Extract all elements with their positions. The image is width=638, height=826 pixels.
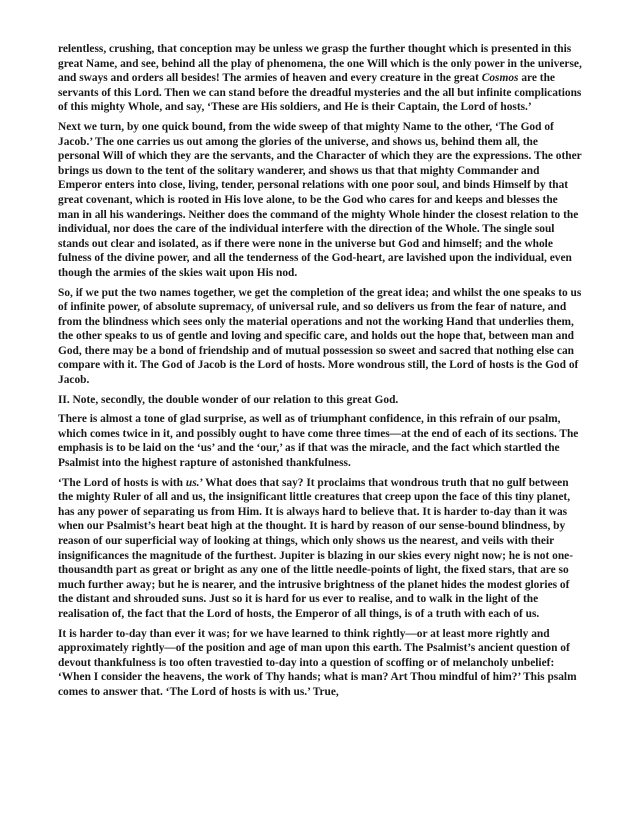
section-heading-ii: II. Note, secondly, the double wonder of our relation to this great God. xyxy=(58,393,399,406)
paragraph-harder-today: It is harder to-day than ever it was; for we have learned to think rightly—or at least more rightly and approximately rightly—of the position and age of man upon this earth. The Psalmist’s ancient question of devout thankfulness is too often travestied to-day into a question of scoffing or of melancholy unbelief: ‘When I consider the heavens, the work of Thy hands; what is man? Art Thou mindful of him?’ This psalm comes to answer that. ‘The Lord of hosts is with us.’ True, xyxy=(58,627,577,698)
paragraph-cosmos: relentless, crushing, that conception may be unless we grasp the further thought which is presented in this great Name, and see, behind all the play of phenomena, the one Will which is the only power in the universe, and sways and orders all besides! The armies of heaven and every creature in the great Cosmos are the servants of this Lord. Then we can stand before the dreadful mysteries and the all but infinite complications of this mighty Whole, and say, ‘These are His soldiers, and He is their Captain, the Lord of hosts.’ xyxy=(58,43,582,114)
document-page xyxy=(58,42,582,705)
paragraph-god-of-jacob: Next we turn, by one quick bound, from the wide sweep of that mighty Name to the other, ‘The God of Jacob.’ The one carries us out among the glories of the universe, and shows us, behind them all, the personal Will of which they are the servants, and the Character of which they are the expressions. The other brings us down to the tent of the solitary wanderer, and shows us that that mighty Commander and Emperor enters into close, living, tender, personal relations with one poor soul, and binds Himself by that great covenant, which is rooted in His love alone, to be the God who cares for and keeps and blesses the man in all his wanderings. Neither does the command of the mighty Whole hinder the closest relation to the individual, nor does the care of the individual interfere with the direction of the Whole. The single soul stands out clear and isolated, as if there were none in the universe but God and himself; and the whole fulness of the divine power, and all the tenderness of the God-heart, are lavished upon the individual, even though the armies of the skies wait upon His nod. xyxy=(58,120,582,279)
paragraph-glad-surprise: There is almost a tone of glad surprise, as well as of triumphant confidence, in this refrain of our psalm, which comes twice in it, and possibly ought to have come three times—at the end of each of its sections. The emphasis is to be laid on the ‘us’ and the ‘our,’ as if that was the miracle, and the fact which startled the Psalmist into the highest rapture of astonished thankfulness. xyxy=(58,413,579,470)
paragraph-two-names: So, if we put the two names together, we get the completion of the great idea; and whilst the one speaks to us of infinite power, of absolute supremacy, of universal rule, and so delivers us from the fear of nature, and from the blindness which sees only the material operations and not the working Hand that underlies them, the other speaks to us of gentle and loving and specific care, and holds out the hope that, between man and God, there may be a bond of friendship and of mutual possession so sweet and sacred that nothing else can compare with it. The God of Jacob is the Lord of hosts. More wondrous still, the Lord of hosts is the God of Jacob. xyxy=(58,286,582,387)
paragraph-lord-with-us: ‘The Lord of hosts is with us.’ What does that say? It proclaims that wondrous truth that no gulf between the mighty Ruler of all and us, the insignificant little creatures that creep upon the face of this tiny planet, has any power of separating us from Him. It is always hard to believe that. It is harder to-day than it was when our Psalmist’s heart beat high at the thought. It is hard by reason of our sense-bound blindness, by reason of our superficial way of looking at things, which only shows us the nearest, and veils with their insignificances the magnitude of the furthest. Jupiter is blazing in our skies every night now; he is not one-thousandth part as great or bright as any one of the little needle-points of light, the fixed stars, that are so much further away; but he is nearer, and the intrusive brightness of the planet hides the modest glories of the distant and shrouded suns. Just so it is hard for us ever to realise, and to walk in the light of the realisation of, the fact that the Lord of hosts, the Emperor of all things, is of a truth with each of us. xyxy=(58,476,574,620)
